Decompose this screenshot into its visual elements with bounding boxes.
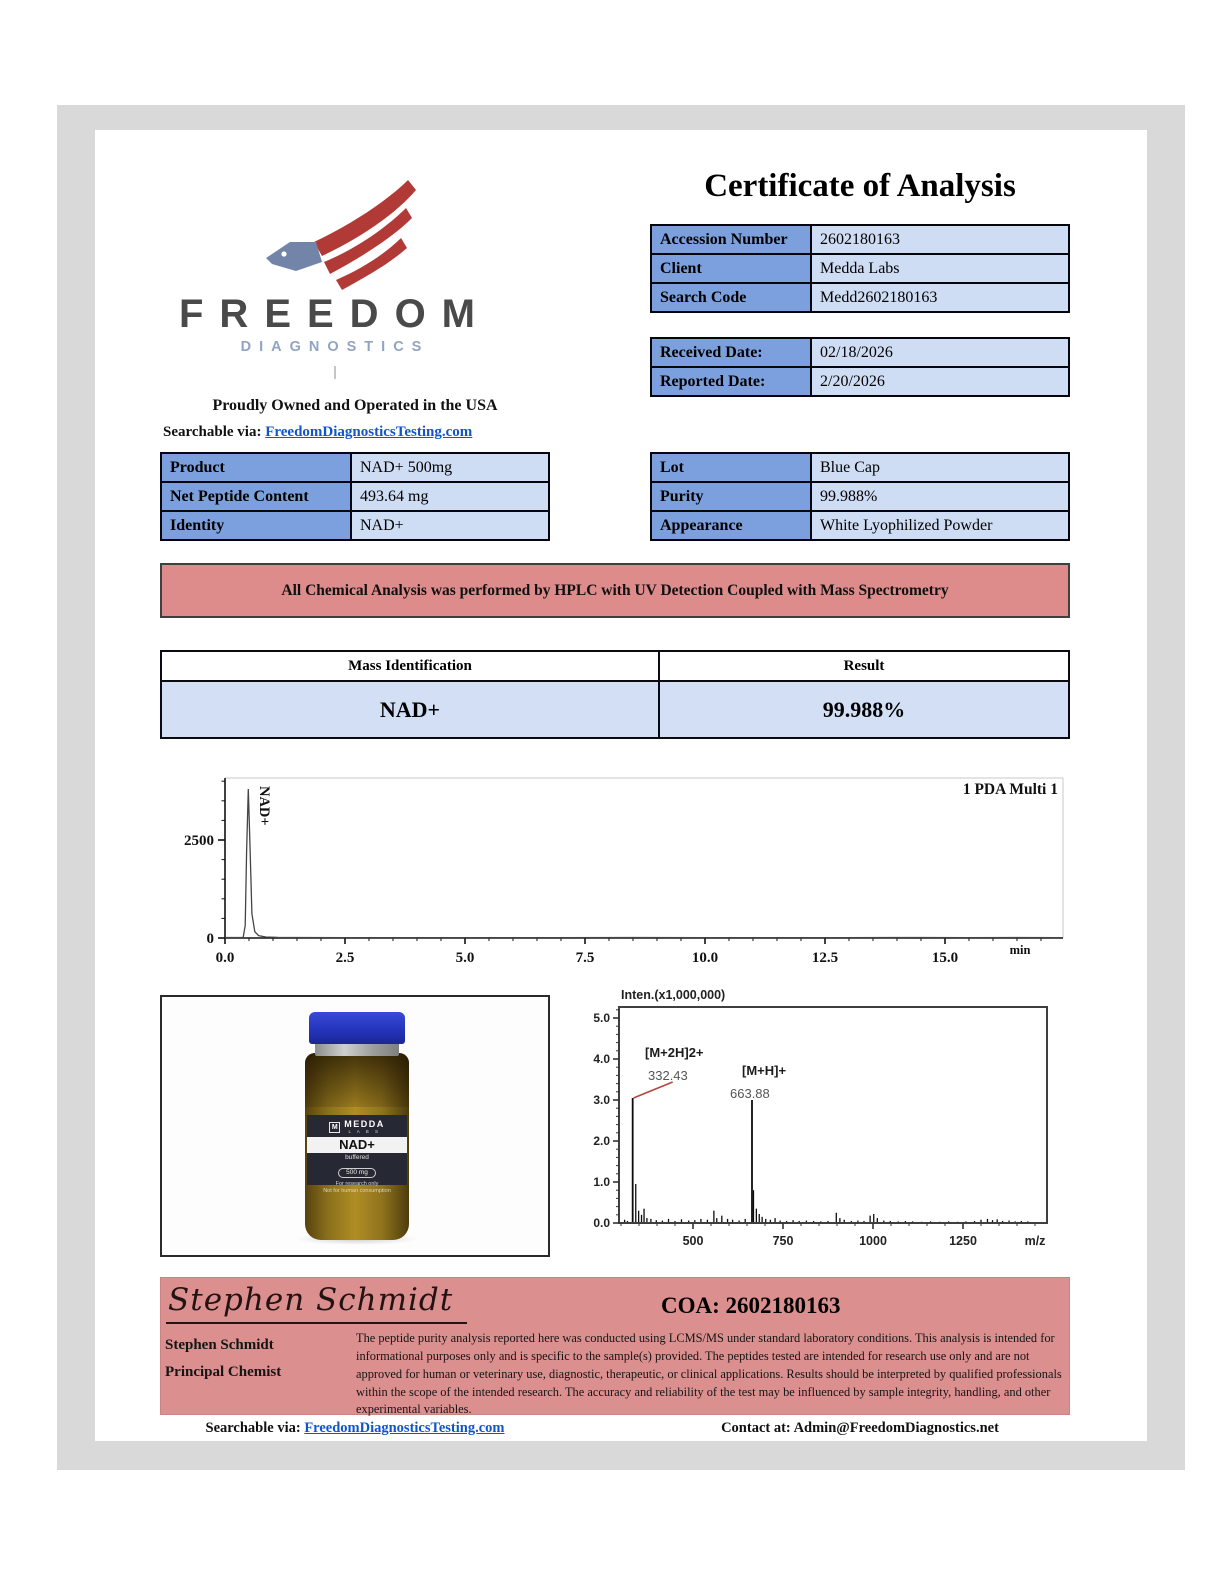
column-header: Mass Identification [161,651,659,681]
table-header-row [161,651,1069,681]
footer-search-label: Searchable via: [205,1420,301,1436]
search-link[interactable]: FreedomDiagnosticsTesting.com [265,424,473,440]
cell-value: 02/18/2026 [811,338,1069,367]
svg-text:0.0: 0.0 [593,1216,610,1230]
method-banner: All Chemical Analysis was performed by HPLC with UV Detection Coupled with Mass Spectrometry [160,563,1070,618]
vial-variant: buffered [345,1154,369,1161]
svg-text:500: 500 [682,1234,704,1248]
mass-spectrum-chart [588,985,1082,1263]
svg-text:1 PDA Multi 1: 1 PDA Multi 1 [962,781,1058,798]
svg-text:2500: 2500 [184,833,214,849]
footer-search-link[interactable]: FreedomDiagnosticsTesting.com [304,1420,505,1436]
cell-value: 493.64 mg [351,482,549,511]
svg-text:3.0: 3.0 [593,1093,610,1107]
vial-cap [309,1012,405,1044]
cell-label: Accession Number [651,225,811,254]
top-search-line [163,424,472,441]
cell-label: Purity [651,482,811,511]
cell-label: Appearance [651,511,811,540]
accession-table [650,224,1070,313]
cell-value: NAD+ 500mg [351,453,549,482]
column-header: Result [659,651,1069,681]
svg-text:2.5: 2.5 [335,950,355,966]
mass-identification-table [160,650,1070,739]
vial-brand-row [307,1120,407,1134]
cell-label: Lot [651,453,811,482]
svg-text:min: min [1009,943,1031,957]
cell-label: Identity [161,511,351,540]
chemist-role: Principal Chemist [165,1364,282,1380]
svg-text:Inten.(x1,000,000): Inten.(x1,000,000) [621,988,726,1002]
table-row [161,453,549,482]
svg-text:332.43: 332.43 [648,1068,688,1083]
svg-text:1250: 1250 [949,1234,977,1248]
mass-id-value: NAD+ [161,681,659,738]
signature-script: Stephen Schmidt [166,1282,467,1324]
svg-text:m/z: m/z [1024,1234,1046,1248]
table-row [651,453,1069,482]
cell-label: Client [651,254,811,283]
table-row [651,511,1069,540]
medda-mark: M [329,1122,340,1133]
table-row [161,482,549,511]
divider-tick [334,366,336,379]
vial-headspace [305,1053,409,1107]
dates-table [650,337,1070,397]
eagle-logo-icon [256,176,426,304]
cell-label: Search Code [651,283,811,312]
cell-value: Medda Labs [811,254,1069,283]
svg-text:10.0: 10.0 [691,950,719,966]
svg-text:663.88: 663.88 [730,1086,770,1101]
lot-table [650,452,1070,541]
svg-text:750: 750 [772,1234,794,1248]
table-row [651,367,1069,396]
vial-research-line1: For research only [335,1181,379,1187]
product-table [160,452,550,541]
footer-search-line [160,1420,550,1437]
product-photo [160,995,550,1257]
svg-text:5.0: 5.0 [455,950,475,966]
svg-text:[M+2H]2+: [M+2H]2+ [645,1045,704,1060]
vial-label [307,1115,407,1194]
footer-contact: Contact at: Admin@FreedomDiagnostics.net [721,1420,999,1436]
vial-dose: 500 mg [338,1168,376,1178]
hplc-chromatogram [160,770,1070,970]
cell-label: Reported Date: [651,367,811,396]
svg-text:NAD+: NAD+ [256,786,273,826]
svg-text:1.0: 1.0 [593,1175,610,1189]
cell-value: NAD+ [351,511,549,540]
chemist-name: Stephen Schmidt [165,1337,274,1353]
table-row [651,338,1069,367]
logo-sub-text: DIAGNOSTICS [240,339,430,355]
vial-product-name: NAD+ [307,1137,407,1153]
svg-text:[M+H]+: [M+H]+ [742,1063,787,1078]
cell-value: 99.988% [811,482,1069,511]
svg-text:0: 0 [206,931,214,947]
signature-block [160,1277,1070,1415]
page-title: Certificate of Analysis [704,168,1016,204]
cell-label: Received Date: [651,338,811,367]
svg-text:1000: 1000 [859,1234,887,1248]
table-row [161,511,549,540]
cell-value: Medd2602180163 [811,283,1069,312]
svg-text:5.0: 5.0 [593,1011,610,1025]
table-row [651,482,1069,511]
svg-text:12.5: 12.5 [811,950,839,966]
cell-label: Product [161,453,351,482]
disclaimer-text: The peptide purity analysis reported here was conducted using LCMS/MS under standard laboratory conditions. This analysis is intended for informational purposes only and is specific to the sample(s) provided. The peptides tested are intended for research use only and are not approved for human or veterinary use, diagnostic, therapeutic, or clinical applications. Results should be interpreted by qualified professionals within the scope of the intended research. The accuracy and reliability of the test may be influenced by sample integrity, handling, and other experimental variables. [356,1331,1062,1417]
table-row [161,681,1069,738]
cell-value: 2602180163 [811,225,1069,254]
svg-text:7.5: 7.5 [575,950,595,966]
table-row [651,283,1069,312]
cell-value: Blue Cap [811,453,1069,482]
svg-text:15.0: 15.0 [931,950,959,966]
search-label: Searchable via: [163,424,262,440]
svg-text:4.0: 4.0 [593,1052,610,1066]
usa-tagline: Proudly Owned and Operated in the USA [212,397,498,414]
vial-brand-sub: L A B S [348,1129,381,1134]
svg-text:0.0: 0.0 [215,950,235,966]
vial-research-line2: Not for human consumption [323,1187,391,1194]
svg-text:2.0: 2.0 [593,1134,610,1148]
result-value: 99.988% [659,681,1069,738]
table-row [651,225,1069,254]
cell-label: Net Peptide Content [161,482,351,511]
vial-brand: MEDDA [344,1119,385,1129]
cell-value: White Lyophilized Powder [811,511,1069,540]
cell-value: 2/20/2026 [811,367,1069,396]
coa-heading: COA: 2602180163 [661,1293,841,1318]
logo-brand-text: FREEDOM [179,292,491,336]
table-row [651,254,1069,283]
